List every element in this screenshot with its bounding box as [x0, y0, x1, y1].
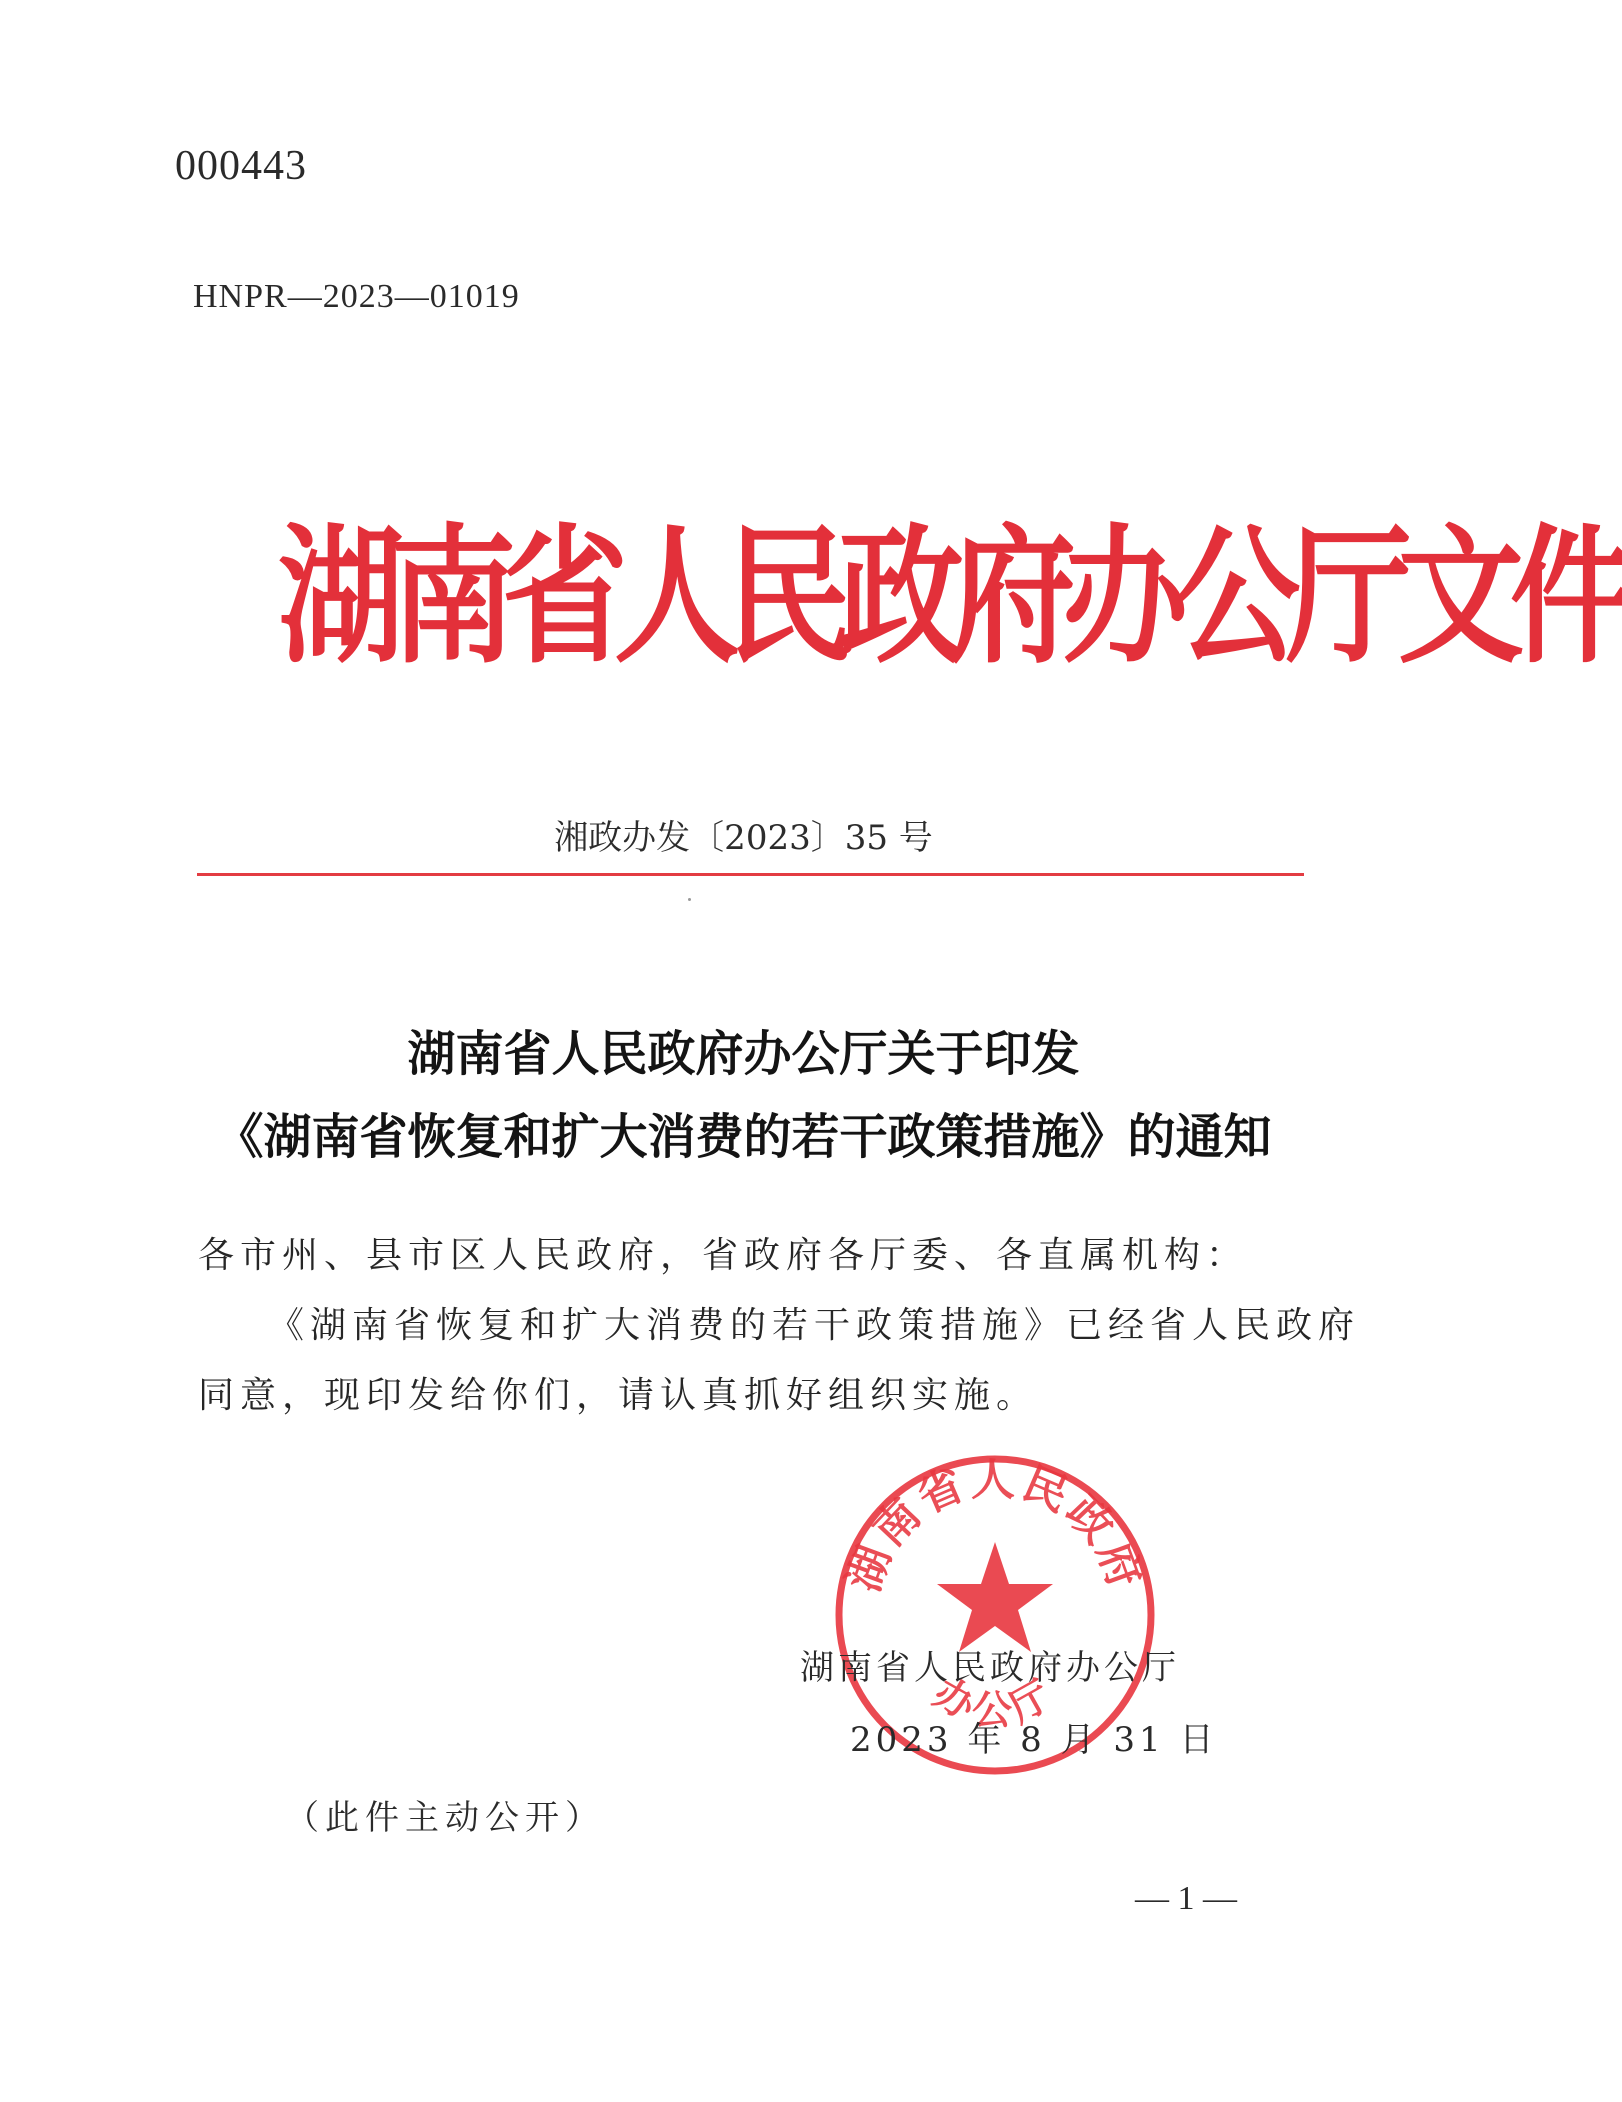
body-paragraph-line2: 同意，现印发给你们，请认真抓好组织实施。: [198, 1375, 1039, 1416]
stamp-star-icon: [937, 1542, 1053, 1652]
body-paragraph-line1: 《湖南省恢复和扩大消费的若干政策措施》已经省人民政府: [268, 1305, 1361, 1346]
red-divider-line: [197, 873, 1304, 876]
scan-speck: [688, 898, 691, 901]
stamp-bottom-text: 办公厅: [925, 1669, 1065, 1734]
notice-title-line1: 湖南省人民政府办公厅关于印发: [407, 1026, 1080, 1082]
document-header-title: 湖南省人民政府办公厅文件: [278, 510, 1622, 684]
document-number: 湘政办发〔2023〕35 号: [554, 818, 933, 858]
signature-date: 2023 年 8 月 31 日: [850, 1720, 1218, 1760]
public-disclosure-note: （此件主动公开）: [285, 1798, 605, 1838]
serial-number: 000443: [175, 143, 307, 189]
addressee: 各市州、县市区人民政府，省政府各厅委、各直属机构：: [198, 1235, 1249, 1276]
notice-title-line2: 《湖南省恢复和扩大消费的若干政策措施》的通知: [215, 1109, 1272, 1165]
stamp-arc-text: 湖南省人民政府: [838, 1454, 1152, 1599]
page-number: — 1 —: [1135, 1880, 1237, 1917]
registration-number: HNPR—2023—01019: [193, 278, 520, 315]
signature-organization: 湖南省人民政府办公厅: [800, 1648, 1180, 1688]
